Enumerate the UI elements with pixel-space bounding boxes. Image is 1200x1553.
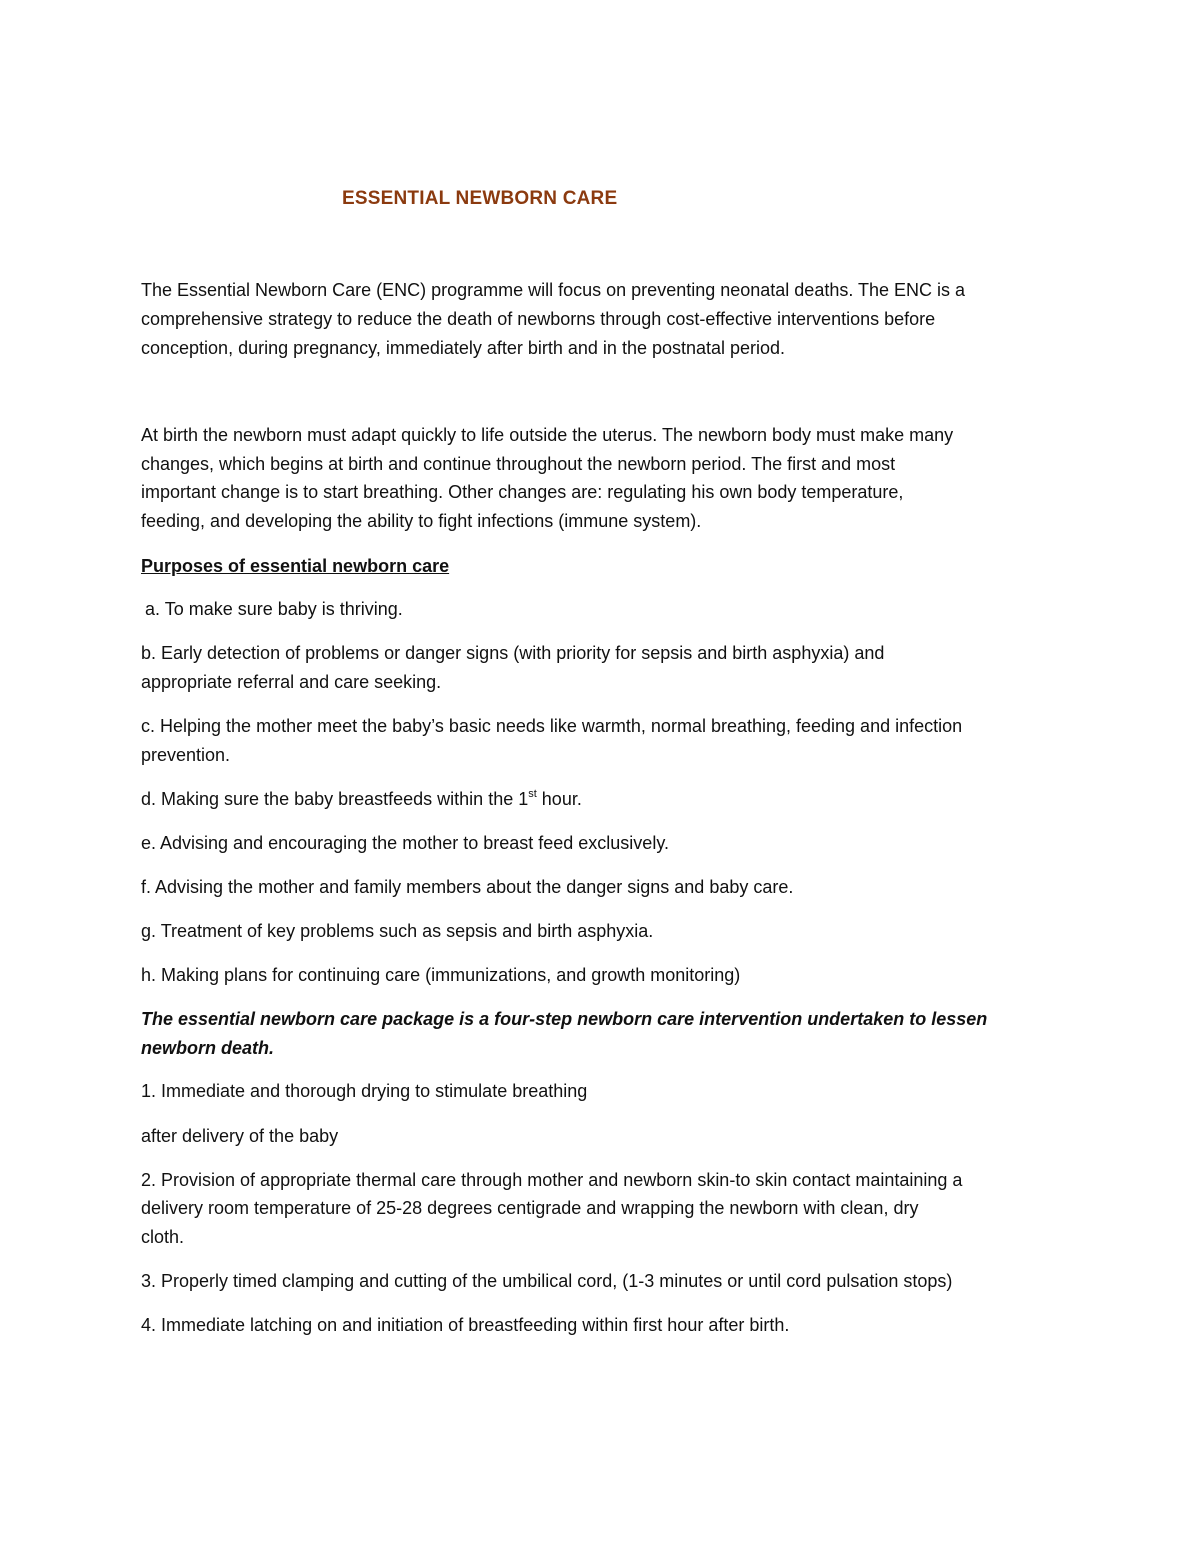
purpose-item-g: g. Treatment of key problems such as sepsis and birth asphyxia. (141, 921, 654, 941)
adaptation-line: changes, which begins at birth and continue throughout the newborn period. The first and most (141, 454, 896, 474)
purpose-item-b: b. Early detection of problems or danger signs (with priority for sepsis and birth asphyxia) and (141, 643, 885, 663)
package-statement: The essential newborn care package is a four-step newborn care intervention undertaken to lessen (141, 1009, 988, 1029)
purpose-item-b-continued: appropriate referral and care seeking. (141, 672, 442, 692)
step-4: 4. Immediate latching on and initiation of breastfeeding within first hour after birth. (141, 1315, 790, 1335)
package-statement-continued: newborn death. (141, 1038, 275, 1058)
ordinal-superscript: st (528, 788, 537, 800)
step-1: 1. Immediate and thorough drying to stimulate breathing (141, 1081, 588, 1101)
adaptation-line: feeding, and developing the ability to fight infections (immune system). (141, 511, 702, 531)
purpose-item-h: h. Making plans for continuing care (immunizations, and growth monitoring) (141, 965, 741, 985)
step-3: 3. Properly timed clamping and cutting of the umbilical cord, (1-3 minutes or until cord pulsation stops) (141, 1271, 953, 1291)
step-2-continued: delivery room temperature of 25-28 degrees centigrade and wrapping the newborn with clean, dry (141, 1198, 919, 1218)
step-2-continued: cloth. (141, 1227, 185, 1247)
purpose-item-c: c. Helping the mother meet the baby’s basic needs like warmth, normal breathing, feeding and infection (141, 716, 963, 736)
adaptation-line: important change is to start breathing. Other changes are: regulating his own body temperature, (141, 482, 904, 502)
purpose-item-d-text: d. Making sure the baby breastfeeds within the 1 (141, 789, 529, 809)
intro-line: conception, during pregnancy, immediately after birth and in the postnatal period. (141, 338, 786, 358)
step-1-continued: after delivery of the baby (141, 1126, 339, 1146)
step-2: 2. Provision of appropriate thermal care through mother and newborn skin-to skin contact maintaining a (141, 1170, 963, 1190)
document-title: ESSENTIAL NEWBORN CARE (342, 188, 618, 209)
intro-line: The Essential Newborn Care (ENC) programme will focus on preventing neonatal deaths. The ENC is a (141, 280, 966, 300)
intro-line: comprehensive strategy to reduce the death of newborns through cost-effective interventions before (141, 309, 936, 329)
purpose-item-d-end: hour. (536, 789, 582, 809)
purpose-item-e: e. Advising and encouraging the mother to breast feed exclusively. (141, 833, 669, 853)
purpose-item-a: a. To make sure baby is thriving. (145, 599, 403, 619)
purpose-item-d (141, 788, 582, 810)
purposes-heading: Purposes of essential newborn care (141, 556, 450, 576)
purpose-item-f: f. Advising the mother and family members about the danger signs and baby care. (141, 877, 794, 897)
adaptation-line: At birth the newborn must adapt quickly to life outside the uterus. The newborn body must make many (141, 425, 954, 445)
purpose-item-c-continued: prevention. (141, 745, 231, 765)
